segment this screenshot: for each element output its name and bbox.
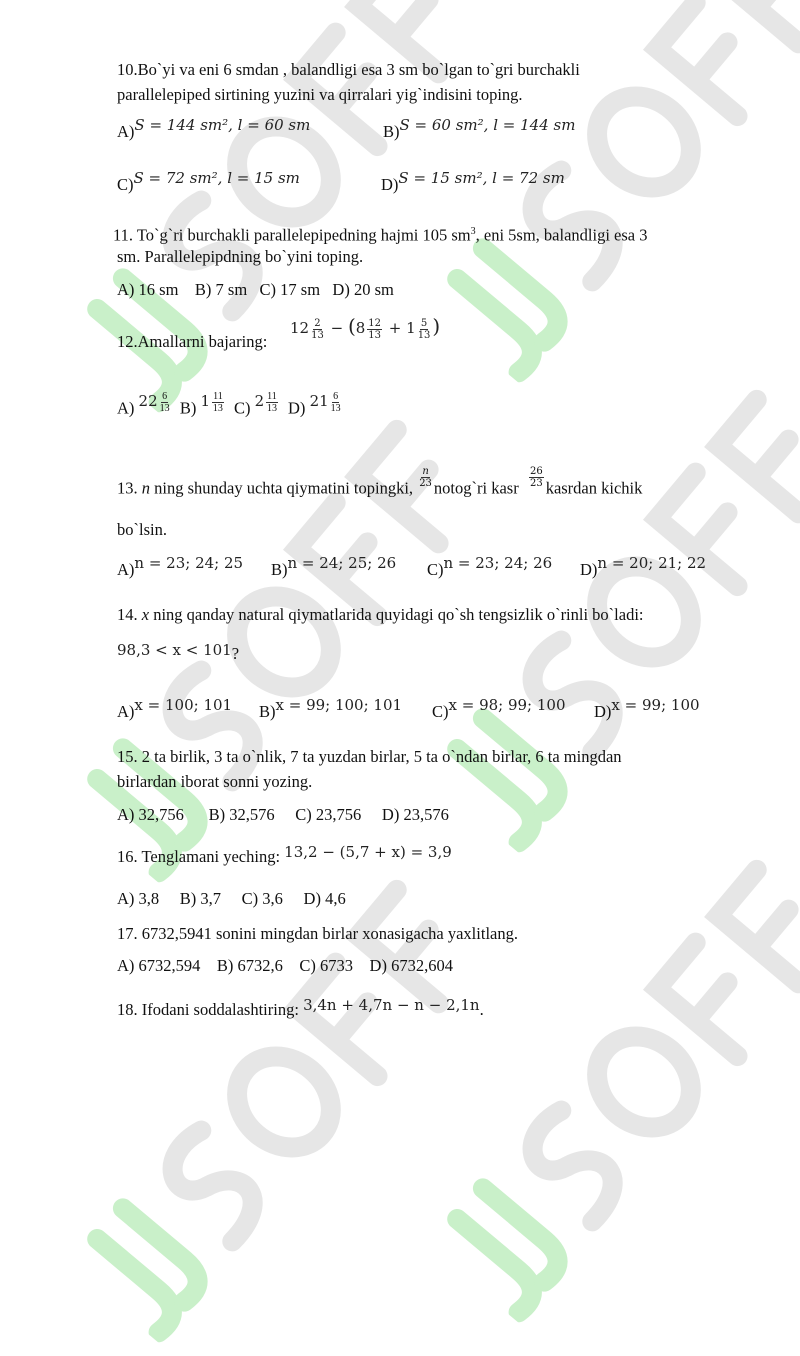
q17-answers: A) 6732,594 B) 6732,6 C) 6733 D) 6732,604 bbox=[117, 956, 453, 975]
q14-text: 14. x ning qanday natural qiymatlarida quyidagi qo`sh tengsizlik o`rinli bo`ladi: bbox=[117, 605, 644, 624]
q13-options bbox=[117, 554, 718, 580]
q14-option-d: D)x = 99; 100 bbox=[594, 696, 700, 721]
q15-text: birlardan iborat sonni yozing. bbox=[117, 772, 313, 791]
q12-option-a: A) 22 $\frac{6}{13}$ bbox=[117, 391, 170, 418]
q14-options bbox=[117, 696, 712, 722]
q10-option-b: B)S = 60 sm², l = 144 sm bbox=[383, 116, 576, 141]
q12-option-c: C) 2 $\frac{11}{13}$ bbox=[233, 391, 277, 418]
q17-text: 17. 6732,5941 sonini mingdan birlar xonasigacha yaxlitlang. bbox=[117, 924, 518, 943]
q10-options-row-1 bbox=[117, 116, 587, 142]
q12-options bbox=[117, 391, 343, 421]
q10-text: 10.Bo`yi va eni 6 smdan , balandligi esa 3 sm bo`lgan to`gri burchakli bbox=[117, 60, 580, 79]
q18-text: 18. Ifodani soddalashtiring: 3,4n + 4,7n − n − 2,1n. bbox=[117, 996, 484, 1019]
q10-option-a: A)S = 144 sm², l = 60 sm bbox=[117, 116, 311, 141]
q10-option-c: C)S = 72 sm², l = 15 sm bbox=[117, 169, 300, 194]
q14-option-b: B)x = 99; 100; 101 bbox=[259, 696, 403, 721]
q16-text: 16. Tenglamani yeching: 13,2 − (5,7 + x) = 3,9 bbox=[117, 843, 452, 866]
q15-answers: A) 32,756 B) 32,576 C) 23,756 D) 23,576 bbox=[117, 805, 449, 824]
q12-option-d: D) 21 $\frac{6}{13}$ bbox=[288, 391, 341, 418]
watermark-logo bbox=[420, 842, 800, 1337]
q15-text: 15. 2 ta birlik, 3 ta o`nlik, 7 ta yuzdan birlar, 5 ta o`ndan birlar, 6 ta mingdan bbox=[117, 747, 622, 766]
q12-option-b: B) 1 $\frac{11}{13}$ bbox=[179, 391, 223, 418]
q10-option-d: D)S = 15 sm², l = 72 sm bbox=[381, 169, 565, 194]
q16-answers: A) 3,8 B) 3,7 C) 3,6 D) 4,6 bbox=[117, 889, 346, 908]
q10-text: parallelepiped sirtining yuzini va qirralari yig`indisini toping. bbox=[117, 85, 523, 104]
q10-options-row-2 bbox=[117, 169, 577, 195]
q13-text: 13. n ning shunday uchta qiymatini topingki, $\frac{n}{23}$ notog`ri kasr $\frac{26}{23}$ kasrdan kichik bbox=[117, 466, 643, 498]
q11-text: sm. Parallelepipdning bo`yini toping. bbox=[117, 247, 364, 266]
q11-text: 11. To`g`ri burchakli parallelepipedning hajmi 105 $sm^3$, eni 5sm, balandligi esa 3 bbox=[113, 225, 648, 245]
q13-option-d: D)n = 20; 21; 22 bbox=[580, 554, 707, 579]
q12-text: 12.Amallarni bajaring: bbox=[117, 332, 268, 351]
q13-option-a: A)n = 23; 24; 25 bbox=[117, 554, 244, 579]
q13-option-b: B)n = 24; 25; 26 bbox=[271, 554, 397, 579]
q14-option-a: A)x = 100; 101 bbox=[117, 696, 233, 721]
q13-option-c: C)n = 23; 24; 26 bbox=[427, 554, 553, 579]
q14-inequality: 98,3 < x < 101? bbox=[117, 641, 240, 663]
q14-option-c: C)x = 98; 99; 100 bbox=[432, 696, 566, 721]
q13-text: bo`lsin. bbox=[117, 520, 167, 539]
q11-answers: A) 16 sm B) 7 sm C) 17 sm D) 20 sm bbox=[117, 280, 394, 299]
q12-expression: 12 $\frac{2}{13}$ − (8 $\frac{12}{13}$ + 1 $\frac{5}{13}$ ) bbox=[290, 314, 441, 341]
